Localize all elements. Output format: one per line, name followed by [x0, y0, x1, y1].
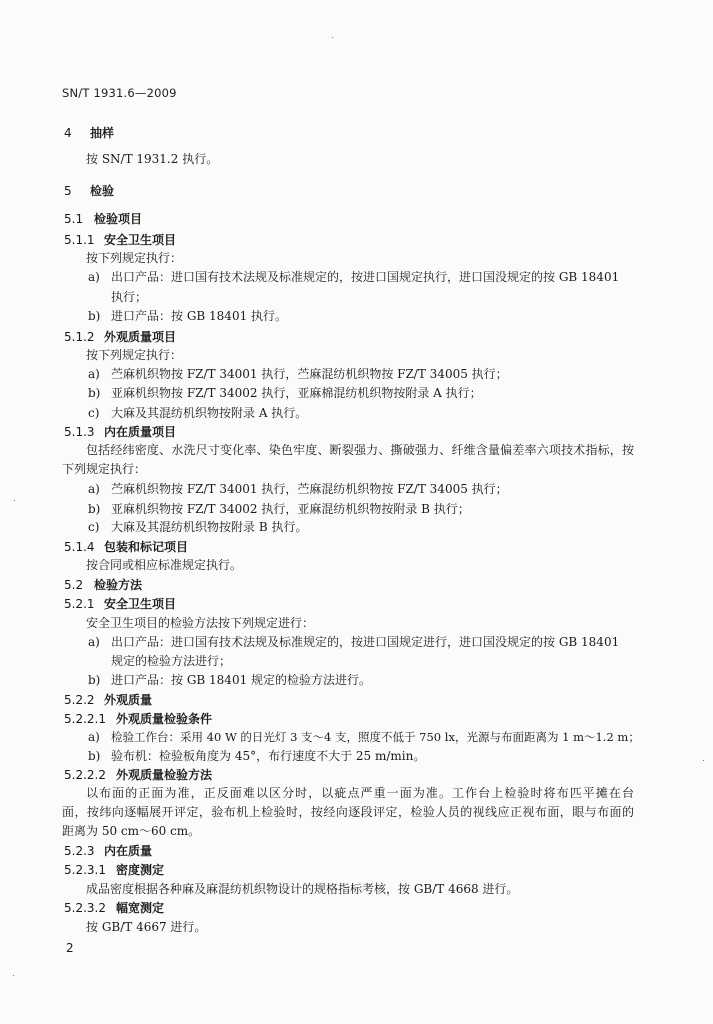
section-title: 外观质量检验方法 — [116, 768, 213, 782]
section-title: 外观质量 — [104, 693, 153, 707]
heading-5-2-3-1 — [64, 863, 164, 877]
heading-5-1-1 — [64, 233, 176, 247]
list-marker: a) — [88, 270, 100, 284]
paragraph: 成品密度根据各种麻及麻混纺机织物设计的规格指标考核，按 GB/T 4668 进行。 — [86, 882, 519, 896]
paragraph: 按下列规定执行： — [86, 251, 183, 265]
scan-speck — [13, 975, 14, 976]
heading-5-2-3-2 — [64, 901, 164, 915]
heading-5-1-4 — [64, 540, 188, 554]
list-item-text: 出口产品：进口国有技术法规及标准规定的，按进口国规定执行，进口国没规定的按 GB 18401 — [111, 270, 620, 284]
heading-5-2-2 — [64, 693, 152, 707]
heading-5-1 — [64, 212, 142, 226]
section-number: 5.2.3 — [64, 844, 95, 858]
list-marker: b) — [88, 386, 101, 400]
scan-speck — [703, 760, 704, 761]
section-number: 5.1.1 — [64, 233, 95, 247]
section-number: 5.2 — [64, 578, 84, 592]
section-title: 密度测定 — [116, 863, 165, 877]
page-number: 2 — [66, 941, 74, 955]
paragraph: 距离为 50 cm～60 cm。 — [62, 824, 201, 838]
list-item-text: 规定的检验方法进行； — [111, 654, 232, 668]
list-marker: b) — [88, 502, 101, 516]
section-number: 5.2.1 — [64, 597, 95, 611]
list-item-text: 苎麻机织物按 FZ/T 34001 执行，苎麻混纺机织物按 FZ/T 34005 执行； — [111, 367, 508, 381]
list-marker: b) — [88, 749, 101, 763]
paragraph: 按 GB/T 4667 进行。 — [86, 920, 207, 934]
list-item-text: 进口产品：按 GB 18401 规定的检验方法进行。 — [111, 673, 372, 687]
section-number: 5.1 — [64, 212, 84, 226]
list-marker: a) — [88, 730, 100, 744]
list-item-text: 执行； — [111, 290, 148, 304]
section-number: 5.2.3.1 — [64, 863, 106, 877]
section-number: 5.2.2 — [64, 693, 95, 707]
paragraph: 面，按纬向逐幅展开评定，验布机上检验时，按经向逐段评定，检验人员的视线应正视布面，眼与布面的 — [62, 805, 634, 819]
section-title: 检验 — [90, 184, 115, 198]
list-marker: b) — [88, 309, 101, 323]
list-item-text: 检验工作台：采用 40 W 的日光灯 3 支～4 支，照度不低于 750 lx，光源与布面距离为 1 m～1.2 m； — [111, 730, 640, 744]
list-marker: c) — [88, 406, 100, 420]
list-item-text: 进口产品：按 GB 18401 执行。 — [111, 309, 288, 323]
section-title: 外观质量检验条件 — [116, 712, 213, 726]
list-item-text: 出口产品：进口国有技术法规及标准规定的，按进口国规定进行，进口国没规定的按 GB 18401 — [111, 635, 620, 649]
list-marker: a) — [88, 635, 100, 649]
heading-5-1-3 — [64, 425, 176, 439]
section-title: 内在质量 — [104, 844, 153, 858]
section-title: 检验项目 — [94, 212, 143, 226]
list-item-text: 大麻及其混纺机织物按附录 A 执行。 — [111, 406, 308, 420]
section-title: 安全卫生项目 — [104, 597, 177, 611]
list-item-text: 大麻及其混纺机织物按附录 B 执行。 — [111, 520, 308, 534]
heading-5-2-2-2 — [64, 768, 212, 782]
list-marker: a) — [88, 482, 100, 496]
section-title: 包装和标记项目 — [104, 540, 189, 554]
list-item-text: 亚麻机织物按 FZ/T 34002 执行，亚麻棉混纺机织物按附录 A 执行； — [111, 386, 482, 400]
paragraph: 按合同或相应标准规定执行。 — [86, 558, 243, 572]
section-title: 检验方法 — [94, 578, 143, 592]
section-number: 5.1.3 — [64, 425, 95, 439]
section-number: 4 — [64, 126, 72, 140]
section-title: 抽样 — [90, 126, 115, 140]
section-title: 内在质量项目 — [104, 425, 177, 439]
heading-5-1-2 — [64, 330, 176, 344]
section-title: 安全卫生项目 — [104, 233, 177, 247]
heading-5-2-3 — [64, 844, 152, 858]
list-item-text: 苎麻机织物按 FZ/T 34001 执行，苎麻混纺机织物按 FZ/T 34005 执行； — [111, 482, 508, 496]
list-item-text: 验布机：检验板角度为 45°，布行速度不大于 25 m/min。 — [111, 749, 426, 763]
paragraph: 安全卫生项目的检验方法按下列规定进行： — [86, 616, 315, 630]
section-title: 幅宽测定 — [116, 901, 165, 915]
scan-speck — [332, 37, 333, 38]
paragraph: 按下列规定执行： — [86, 348, 183, 362]
paragraph: 下列规定执行： — [62, 462, 147, 476]
heading-5-2 — [64, 578, 142, 592]
section-number: 5.2.2.1 — [64, 712, 106, 726]
document-code: SN/T 1931.6—2009 — [62, 86, 177, 100]
heading-5 — [64, 184, 114, 198]
section-number: 5.1.2 — [64, 330, 95, 344]
scan-speck — [14, 500, 15, 501]
paragraph: 包括经纬密度、水洗尺寸变化率、染色牢度、断裂强力、撕破强力、纤维含量偏差率六项技术指标，按 — [86, 443, 634, 457]
list-item-text: 亚麻机织物按 FZ/T 34002 执行，亚麻混纺机织物按附录 B 执行； — [111, 502, 470, 516]
paragraph: 以布面的正面为准，正反面难以区分时，以疵点严重一面为准。工作台上检验时将布匹平摊在台 — [86, 786, 634, 800]
heading-5-2-2-1 — [64, 712, 212, 726]
paragraph: 按 SN/T 1931.2 执行。 — [86, 152, 219, 166]
heading-4 — [64, 126, 114, 140]
list-marker: a) — [88, 367, 100, 381]
list-marker: c) — [88, 520, 100, 534]
heading-5-2-1 — [64, 597, 176, 611]
list-marker: b) — [88, 673, 101, 687]
section-number: 5.2.3.2 — [64, 901, 106, 915]
section-number: 5.1.4 — [64, 540, 95, 554]
section-title: 外观质量项目 — [104, 330, 177, 344]
section-number: 5 — [64, 184, 72, 198]
section-number: 5.2.2.2 — [64, 768, 106, 782]
